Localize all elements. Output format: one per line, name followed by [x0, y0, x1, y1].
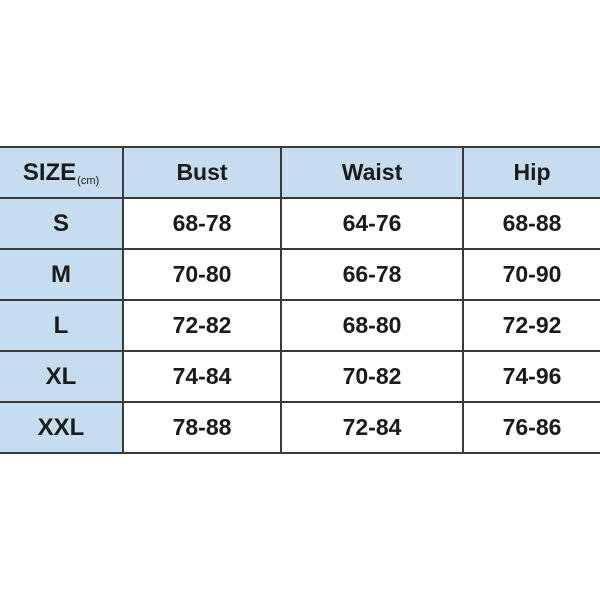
size-cell: XL: [0, 351, 123, 402]
table-row: [0, 249, 600, 300]
bust-cell: 72-82: [123, 300, 281, 351]
hip-header: Hip: [463, 147, 600, 198]
size-chart-table: [0, 146, 600, 454]
table-row: [0, 198, 600, 249]
unit-label: (cm): [77, 174, 100, 187]
size-cell: S: [0, 198, 123, 249]
hip-cell: 70-90: [463, 249, 600, 300]
waist-cell: 68-80: [281, 300, 463, 351]
size-cell: XXL: [0, 402, 123, 453]
bust-header: Bust: [123, 147, 281, 198]
size-cell: L: [0, 300, 123, 351]
hip-cell: 76-86: [463, 402, 600, 453]
bust-cell: 78-88: [123, 402, 281, 453]
table-row: [0, 300, 600, 351]
waist-header: Waist: [281, 147, 463, 198]
waist-cell: 72-84: [281, 402, 463, 453]
hip-cell: 74-96: [463, 351, 600, 402]
size-header-label: SIZE: [22, 158, 77, 186]
table-row: [0, 351, 600, 402]
bust-cell: 74-84: [123, 351, 281, 402]
waist-cell: 66-78: [281, 249, 463, 300]
waist-cell: 70-82: [281, 351, 463, 402]
table-row: [0, 402, 600, 453]
waist-cell: 64-76: [281, 198, 463, 249]
hip-cell: 72-92: [463, 300, 600, 351]
header-row: [0, 147, 600, 198]
size-header: [0, 147, 123, 198]
bust-cell: 68-78: [123, 198, 281, 249]
hip-cell: 68-88: [463, 198, 600, 249]
bust-cell: 70-80: [123, 249, 281, 300]
size-cell: M: [0, 249, 123, 300]
